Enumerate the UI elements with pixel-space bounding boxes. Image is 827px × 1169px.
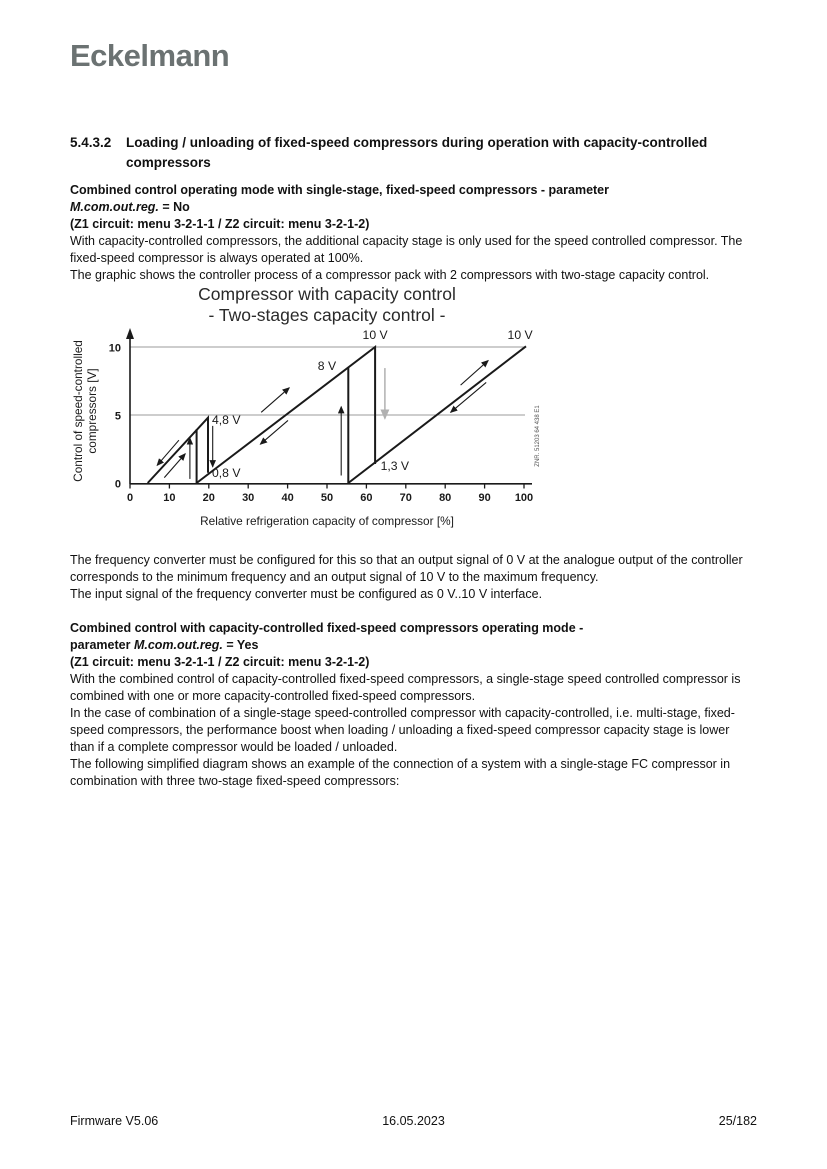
paragraph: The input signal of the frequency converter must be configured as 0 V..10 V interface. bbox=[70, 587, 543, 601]
direction-up-ramp-2 bbox=[261, 388, 289, 413]
x-tick-label: 60 bbox=[360, 492, 373, 504]
combined-paragraphs bbox=[70, 671, 757, 790]
value-annotation: 4,8 V bbox=[212, 412, 241, 427]
y-tick-label: 5 bbox=[114, 410, 121, 423]
section-number: 5.4.3.2 bbox=[70, 135, 112, 150]
parameter-value: = No bbox=[158, 200, 190, 214]
y-axis-arrowhead bbox=[126, 328, 134, 339]
intro-paragraphs bbox=[70, 233, 757, 284]
direction-up-ramp-1 bbox=[164, 454, 185, 478]
chart-container bbox=[70, 326, 757, 532]
x-tick-label: 40 bbox=[281, 492, 294, 504]
x-axis-label: Relative refrigeration capacity of compressor [%] bbox=[200, 514, 454, 528]
y-tick-label: 10 bbox=[108, 342, 121, 355]
parameter-name: M.com.out.reg. bbox=[133, 638, 223, 652]
x-tick-label: 80 bbox=[439, 492, 452, 504]
frequency-converter-paragraphs bbox=[70, 552, 757, 603]
paragraph: With capacity-controlled compressors, the additional capacity stage is only used for the speed controlled compressor. The fixed-speed compressor is always operated at 100%. bbox=[70, 234, 743, 265]
section-heading bbox=[70, 133, 757, 173]
menu-path: (Z1 circuit: menu 3-2-1-1 / Z2 circuit: menu 3-2-1-2) bbox=[70, 655, 370, 669]
parameter-label: parameter bbox=[70, 638, 134, 652]
footer-date: 16.05.2023 bbox=[382, 1114, 445, 1128]
value-annotation: 10 V bbox=[362, 327, 388, 342]
x-tick-label: 30 bbox=[242, 492, 255, 504]
paragraph: The frequency converter must be configured for this so that an output signal of 0 V at the analogue output of the controller corresponds to the minimum frequency and an output signal of 10 V to the maximum frequency. bbox=[70, 553, 743, 584]
section-title: Loading / unloading of fixed-speed compressors during operation with capacity-controlled compressors bbox=[126, 135, 708, 170]
y-axis-label: compressors [V] bbox=[85, 368, 99, 454]
page-footer bbox=[70, 1114, 757, 1128]
paragraph: In the case of combination of a single-stage speed-controlled compressor with capacity-controlled, i.e. multi-stage, fixed-speed compressors, the performance boost when loading / unloading a fixed-speed compressor capacity stage is lower than if a complete compressor would be loaded / unloaded. bbox=[70, 706, 735, 754]
eckelmann-logo: Eckelmann bbox=[70, 38, 230, 73]
x-tick-label: 10 bbox=[163, 492, 176, 504]
drawing-number: ZNR. 51203 64 438 E1 bbox=[535, 405, 541, 467]
chart-title: Compressor with capacity control bbox=[198, 284, 456, 304]
value-annotation: 8 V bbox=[317, 359, 337, 374]
chart-subtitle: - Two-stages capacity control - bbox=[208, 305, 446, 325]
x-tick-label: 70 bbox=[399, 492, 412, 504]
parameter-note-text: Combined control with capacity-controlled fixed-speed compressors operating mode - bbox=[70, 621, 584, 635]
footer-firmware: Firmware V5.06 bbox=[70, 1114, 159, 1128]
direction-down-ramp-3 bbox=[451, 382, 487, 412]
footer-page-number: 25/182 bbox=[718, 1114, 757, 1128]
value-annotation: 1,3 V bbox=[380, 459, 410, 474]
parameter-value: = Yes bbox=[222, 638, 259, 652]
x-tick-label: 0 bbox=[126, 492, 134, 504]
value-annotation: 0,8 V bbox=[212, 465, 241, 480]
combined-parameter-note bbox=[70, 620, 757, 671]
capacity-control-chart bbox=[70, 326, 548, 532]
chart-title-block bbox=[88, 284, 566, 326]
intro-parameter-note bbox=[70, 182, 757, 233]
x-tick-label: 50 bbox=[320, 492, 334, 504]
paragraph: With the combined control of capacity-controlled fixed-speed compressors, a single-stage speed controlled compressor is combined with one or more capacity-controlled fixed-speed compressors. bbox=[70, 672, 741, 703]
y-tick-label: 0 bbox=[114, 478, 121, 491]
menu-path: (Z1 circuit: menu 3-2-1-1 / Z2 circuit: menu 3-2-1-2) bbox=[70, 217, 370, 231]
x-tick-label: 20 bbox=[202, 492, 215, 504]
y-axis-label: Control of speed-controlled bbox=[71, 340, 85, 482]
direction-up-ramp-3 bbox=[461, 361, 489, 386]
series-ramp-1-with-drop bbox=[148, 418, 208, 483]
paragraph: The graphic shows the controller process of a compressor pack with 2 compressors with two-stage capacity control. bbox=[70, 268, 710, 282]
x-tick-label: 100 bbox=[514, 492, 534, 504]
parameter-note-text: Combined control operating mode with single-stage, fixed-speed compressors - parameter bbox=[70, 183, 609, 197]
value-annotation: 10 V bbox=[507, 327, 533, 342]
paragraph: The following simplified diagram shows an example of the connection of a system with a single-stage FC compressor in combination with three two-stage fixed-speed compressors: bbox=[70, 757, 731, 788]
x-tick-label: 90 bbox=[478, 492, 491, 504]
parameter-name: M.com.out.reg. bbox=[70, 200, 159, 214]
